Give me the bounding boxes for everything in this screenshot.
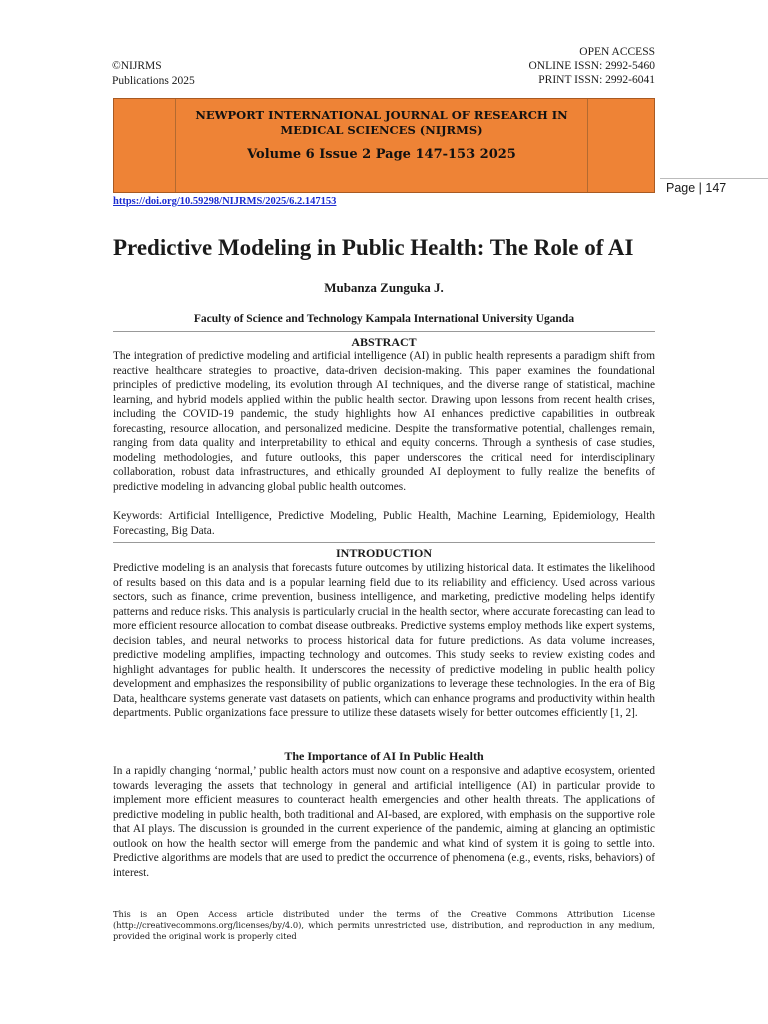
journal-banner	[113, 98, 655, 193]
author-affiliation: Faculty of Science and Technology Kampala International University Uganda	[193, 313, 575, 325]
open-access-label: OPEN ACCESS	[579, 46, 655, 58]
volume-info: Volume 6 Issue 2 Page 147-153 2025	[247, 147, 516, 162]
abstract-top-rule	[113, 331, 655, 332]
banner-left-cell	[114, 99, 176, 192]
introduction-heading: INTRODUCTION	[335, 546, 432, 560]
publications-label: Publications 2025	[112, 75, 195, 87]
header-left	[112, 59, 195, 89]
page-number: Page | 147	[666, 181, 727, 195]
print-issn: PRINT ISSN: 2992-6041	[538, 74, 655, 86]
abstract-text: The integration of predictive modeling and artificial intelligence (AI) in public health represents a paradigm shift from reactive healthcare strategies to proactive, data-driven decision-making. This paper examines the foundational principles of predictive modeling, its evolution through AI techniques, and the diverse range of statistical, machine learning, and hybrid models applied within the public health sector. Drawing upon lessons from recent health crises, including the COVID-19 pandemic, the study highlights how AI enhances predictive capabilities in outbreak forecasting, resource allocation, and personalized medicine. Despite the transformative potential, challenges remain, ranging from data quality and interpretability to ethical and equity concerns. Through a synthesis of case studies, modeling methodologies, and future outlooks, this paper underscores the critical need for interdisciplinary collaboration, robust data infrastructures, and ethically grounded AI deployment to fully realize the benefits of predictive modeling in advancing global public health outcomes.	[113, 350, 655, 493]
banner-center-cell	[175, 108, 588, 162]
keywords-text: Keywords: Artificial Intelligence, Predictive Modeling, Public Health, Machine Learning, Epidemiology, Health Forecasting, Big Data.	[113, 510, 655, 537]
importance-text: In a rapidly changing ‘normal,’ public health actors must now count on a responsive and adaptive ecosystem, oriented towards leveraging the assets that technology in general and artificial intelligence (AI) in particular provide to implement more efficient measures to counteract health emergencies and other health threats. The applications of predictive modeling in public health, both traditional and AI-based, are explored, with emphasis on the supportive role that AI plays. The discussion is grounded in the current experience of the pandemic, aiming at glancing an optimistic outlook on how the health sector will emerge from the pandemic and what kind of system it is going to settle into. Predictive algorithms are models that are used to predict the occurrence of phenomena (e.g., events, risks, behaviors) of interest.	[113, 765, 655, 879]
doi-link[interactable]: https://doi.org/10.59298/NIJRMS/2025/6.2.147153	[113, 196, 337, 207]
page-divider	[660, 178, 768, 179]
journal-name: NEWPORT INTERNATIONAL JOURNAL OF RESEARCH IN MEDICAL SCIENCES (NIJRMS)	[195, 108, 568, 137]
header-right	[529, 45, 656, 87]
copyright-label: ©NIJRMS	[112, 60, 162, 72]
abstract-bottom-rule	[113, 542, 655, 543]
importance-heading: The Importance of AI In Public Health	[284, 749, 484, 763]
introduction-text: Predictive modeling is an analysis that forecasts future outcomes by utilizing historical data. It estimates the likelihood of results based on this data and is a popular learning field due to its reliability and efficiency. Used across various sectors, such as finance, crime prevention, business intelligence, and marketing, predictive modeling helps identify patterns and reduce risks. This analysis is particularly crucial in the health sector, where accurate forecasting can lead to more efficient resource allocation to combat disease outbreaks. Predictive systems employ methods like expert systems, decision tables, and neural networks to process historical data for future predictions. As data volume increases, predictive modeling amplifies, impacting technology and outcomes. This study seeks to review existing codes and highlight advantages for public health. It underscores the necessity of predictive modeling in public health policy development and emphasizes the responsibility of public organizations to leverage these technologies. In the era of Big Data, healthcare systems generate vast datasets on patients, which can enhance programs and productivity within health departments. Public organizations face pressure to utilize these datasets wisely for better outcomes efficiently [1, 2].	[113, 562, 655, 719]
article-title: Predictive Modeling in Public Health: The Role of AI	[113, 235, 634, 260]
banner-right-cell	[587, 99, 654, 192]
abstract-heading: ABSTRACT	[351, 335, 417, 349]
author-name: Mubanza Zunguka J.	[324, 280, 444, 295]
online-issn: ONLINE ISSN: 2992-5460	[528, 60, 655, 72]
license-footer: This is an Open Access article distributed under the terms of the Creative Commons Attribution License (http://creativecommons.org/licenses/by/4.0), which permits unrestricted use, distribution, and reproduction in any medium, provided the original work is properly cited	[113, 909, 655, 941]
